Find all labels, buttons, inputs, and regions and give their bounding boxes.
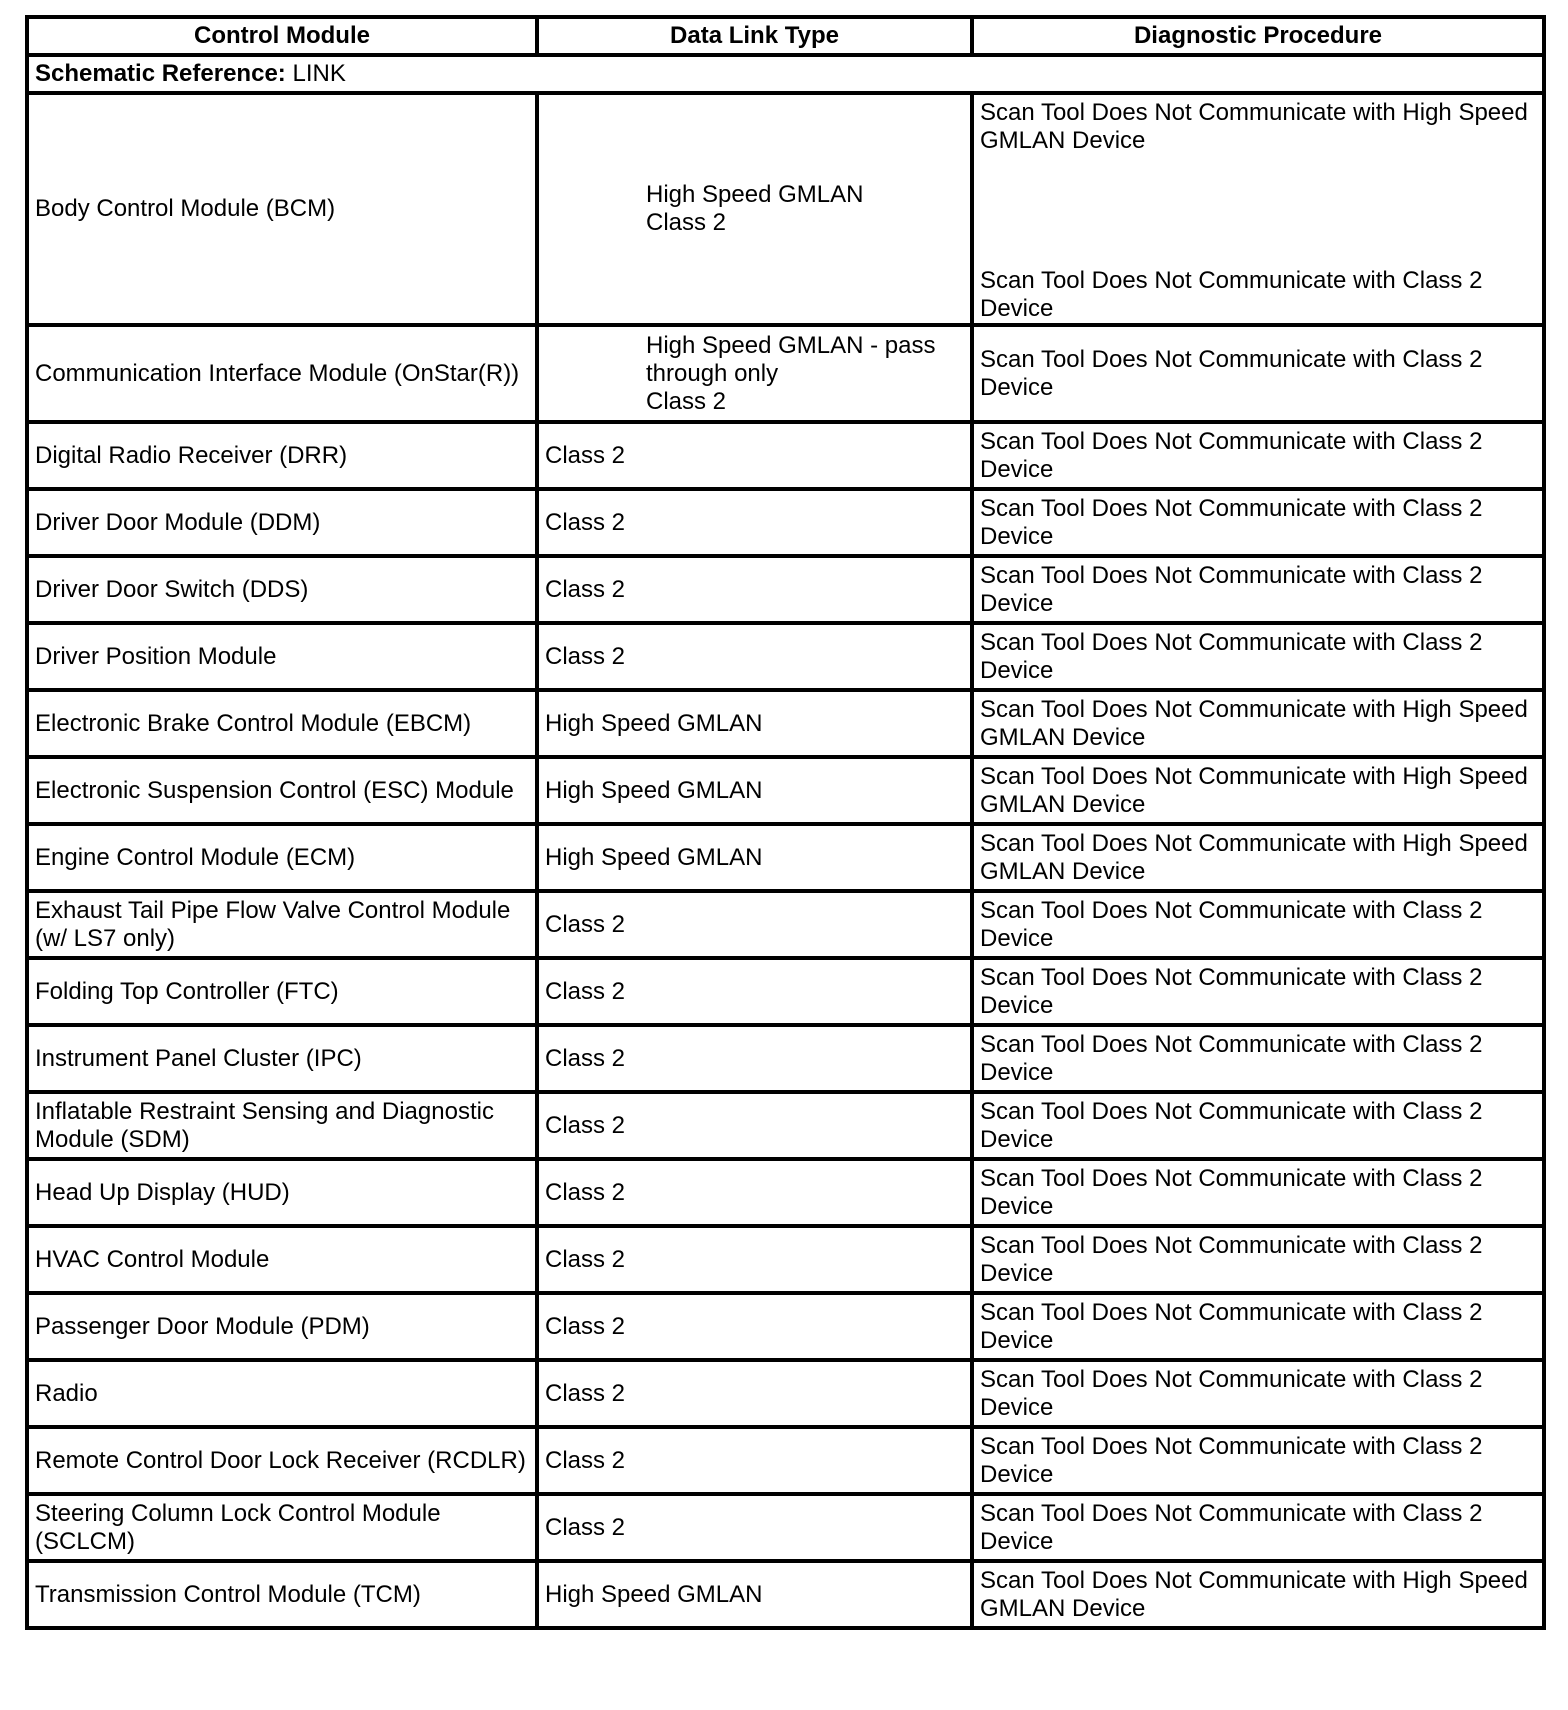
table-row — [27, 1092, 1544, 1159]
data-link-cell: Class 2 — [537, 1293, 972, 1360]
diagnostic-cell: Scan Tool Does Not Communicate with Class 2 Device — [972, 1427, 1544, 1494]
header-row — [27, 17, 1544, 55]
diagnostic-cell: Scan Tool Does Not Communicate with Class 2 Device — [972, 556, 1544, 623]
schematic-reference-row — [27, 55, 1544, 93]
data-link-line: High Speed GMLAN — [646, 181, 864, 208]
table-row — [27, 1494, 1544, 1561]
module-cell: Body Control Module (BCM) — [27, 93, 537, 325]
data-link-cell: Class 2 — [537, 1025, 972, 1092]
table-row — [27, 93, 1544, 325]
table-row — [27, 1226, 1544, 1293]
diagnostic-cell: Scan Tool Does Not Communicate with High Speed GMLAN Device — [972, 1561, 1544, 1628]
module-cell: Driver Door Switch (DDS) — [27, 556, 537, 623]
data-link-cell: High Speed GMLAN — [537, 1561, 972, 1628]
module-cell: Folding Top Controller (FTC) — [27, 958, 537, 1025]
table-row — [27, 1561, 1544, 1628]
module-cell: Instrument Panel Cluster (IPC) — [27, 1025, 537, 1092]
header-diagnostic-procedure: Diagnostic Procedure — [972, 17, 1544, 55]
table-row — [27, 1427, 1544, 1494]
data-link-cell: Class 2 — [537, 489, 972, 556]
diagnostic-cell: Scan Tool Does Not Communicate with Class 2 Device — [972, 623, 1544, 690]
table-row — [27, 958, 1544, 1025]
table-row — [27, 891, 1544, 958]
diagnostic-cell: Scan Tool Does Not Communicate with High Speed GMLAN Device — [972, 757, 1544, 824]
diagnostic-cell: Scan Tool Does Not Communicate with Class 2 Device — [972, 422, 1544, 489]
data-link-cell: High Speed GMLAN — [537, 824, 972, 891]
table-row — [27, 1025, 1544, 1092]
table-row — [27, 1360, 1544, 1427]
table-row — [27, 556, 1544, 623]
module-cell: Driver Door Module (DDM) — [27, 489, 537, 556]
module-cell: Electronic Brake Control Module (EBCM) — [27, 690, 537, 757]
data-link-cell: High Speed GMLAN — [537, 757, 972, 824]
module-cell: Head Up Display (HUD) — [27, 1159, 537, 1226]
data-link-cell: Class 2 — [537, 422, 972, 489]
data-link-cell — [537, 325, 972, 422]
diagnostic-cell: Scan Tool Does Not Communicate with Class 2 Device — [972, 891, 1544, 958]
table-row — [27, 325, 1544, 422]
module-cell: Passenger Door Module (PDM) — [27, 1293, 537, 1360]
diagnostic-cell: Scan Tool Does Not Communicate with Class 2 Device — [972, 1159, 1544, 1226]
module-cell: Radio — [27, 1360, 537, 1427]
diagnostic-cell: Scan Tool Does Not Communicate with Class 2 Device — [972, 489, 1544, 556]
data-link-cell: Class 2 — [537, 891, 972, 958]
diagnostic-cell — [972, 93, 1544, 325]
diagnostic-procedure-link: Scan Tool Does Not Communicate with High Speed GMLAN Device — [980, 99, 1528, 154]
module-cell: Inflatable Restraint Sensing and Diagnostic Module (SDM) — [27, 1092, 537, 1159]
header-data-link-type: Data Link Type — [537, 17, 972, 55]
module-cell: Steering Column Lock Control Module (SCLCM) — [27, 1494, 537, 1561]
data-link-cell — [537, 93, 972, 325]
module-cell: HVAC Control Module — [27, 1226, 537, 1293]
diagnostic-cell: Scan Tool Does Not Communicate with Class 2 Device — [972, 1025, 1544, 1092]
table-row — [27, 422, 1544, 489]
module-cell: Transmission Control Module (TCM) — [27, 1561, 537, 1628]
module-cell: Communication Interface Module (OnStar(R)) — [27, 325, 537, 422]
control-module-table — [25, 15, 1546, 1630]
data-link-cell: Class 2 — [537, 1226, 972, 1293]
module-cell: Driver Position Module — [27, 623, 537, 690]
schematic-reference-label: Schematic Reference — [35, 60, 278, 87]
schematic-reference-value: LINK — [292, 60, 346, 87]
module-cell: Exhaust Tail Pipe Flow Valve Control Module (w/ LS7 only) — [27, 891, 537, 958]
table-row — [27, 690, 1544, 757]
diagnostic-cell: Scan Tool Does Not Communicate with Class 2 Device — [972, 958, 1544, 1025]
table-row — [27, 489, 1544, 556]
module-cell: Electronic Suspension Control (ESC) Module — [27, 757, 537, 824]
module-cell: Remote Control Door Lock Receiver (RCDLR) — [27, 1427, 537, 1494]
table-row — [27, 623, 1544, 690]
schematic-reference-cell — [27, 55, 1544, 93]
table-row — [27, 757, 1544, 824]
data-link-cell: High Speed GMLAN — [537, 690, 972, 757]
data-link-line: Class 2 — [646, 387, 727, 415]
data-link-cell: Class 2 — [537, 958, 972, 1025]
table-row — [27, 1293, 1544, 1360]
diagnostic-cell: Scan Tool Does Not Communicate with High Speed GMLAN Device — [972, 824, 1544, 891]
data-link-cell: Class 2 — [537, 1159, 972, 1226]
diagnostic-cell: Scan Tool Does Not Communicate with High Speed GMLAN Device — [972, 690, 1544, 757]
data-link-cell: Class 2 — [537, 1494, 972, 1561]
diagnostic-cell: Scan Tool Does Not Communicate with Class 2 Device — [972, 1293, 1544, 1360]
data-link-line: Class 2 — [646, 209, 727, 236]
data-link-cell: Class 2 — [537, 1092, 972, 1159]
diagnostic-procedure-link: Scan Tool Does Not Communicate with Class 2 Device — [980, 267, 1483, 322]
data-link-cell: Class 2 — [537, 623, 972, 690]
diagnostic-cell: Scan Tool Does Not Communicate with Class 2 Device — [972, 1226, 1544, 1293]
table-row — [27, 824, 1544, 891]
diagnostic-cell: Scan Tool Does Not Communicate with Class 2 Device — [972, 325, 1544, 422]
data-link-line: High Speed GMLAN - pass through only — [646, 331, 936, 387]
header-control-module: Control Module — [27, 17, 537, 55]
table-row — [27, 1159, 1544, 1226]
data-link-cell: Class 2 — [537, 1427, 972, 1494]
data-link-cell: Class 2 — [537, 556, 972, 623]
diagnostic-cell: Scan Tool Does Not Communicate with Class 2 Device — [972, 1360, 1544, 1427]
module-cell: Digital Radio Receiver (DRR) — [27, 422, 537, 489]
data-link-cell: Class 2 — [537, 1360, 972, 1427]
diagnostic-cell: Scan Tool Does Not Communicate with Class 2 Device — [972, 1092, 1544, 1159]
diagnostic-cell: Scan Tool Does Not Communicate with Class 2 Device — [972, 1494, 1544, 1561]
module-cell: Engine Control Module (ECM) — [27, 824, 537, 891]
schematic-reference-separator: : — [277, 60, 293, 87]
